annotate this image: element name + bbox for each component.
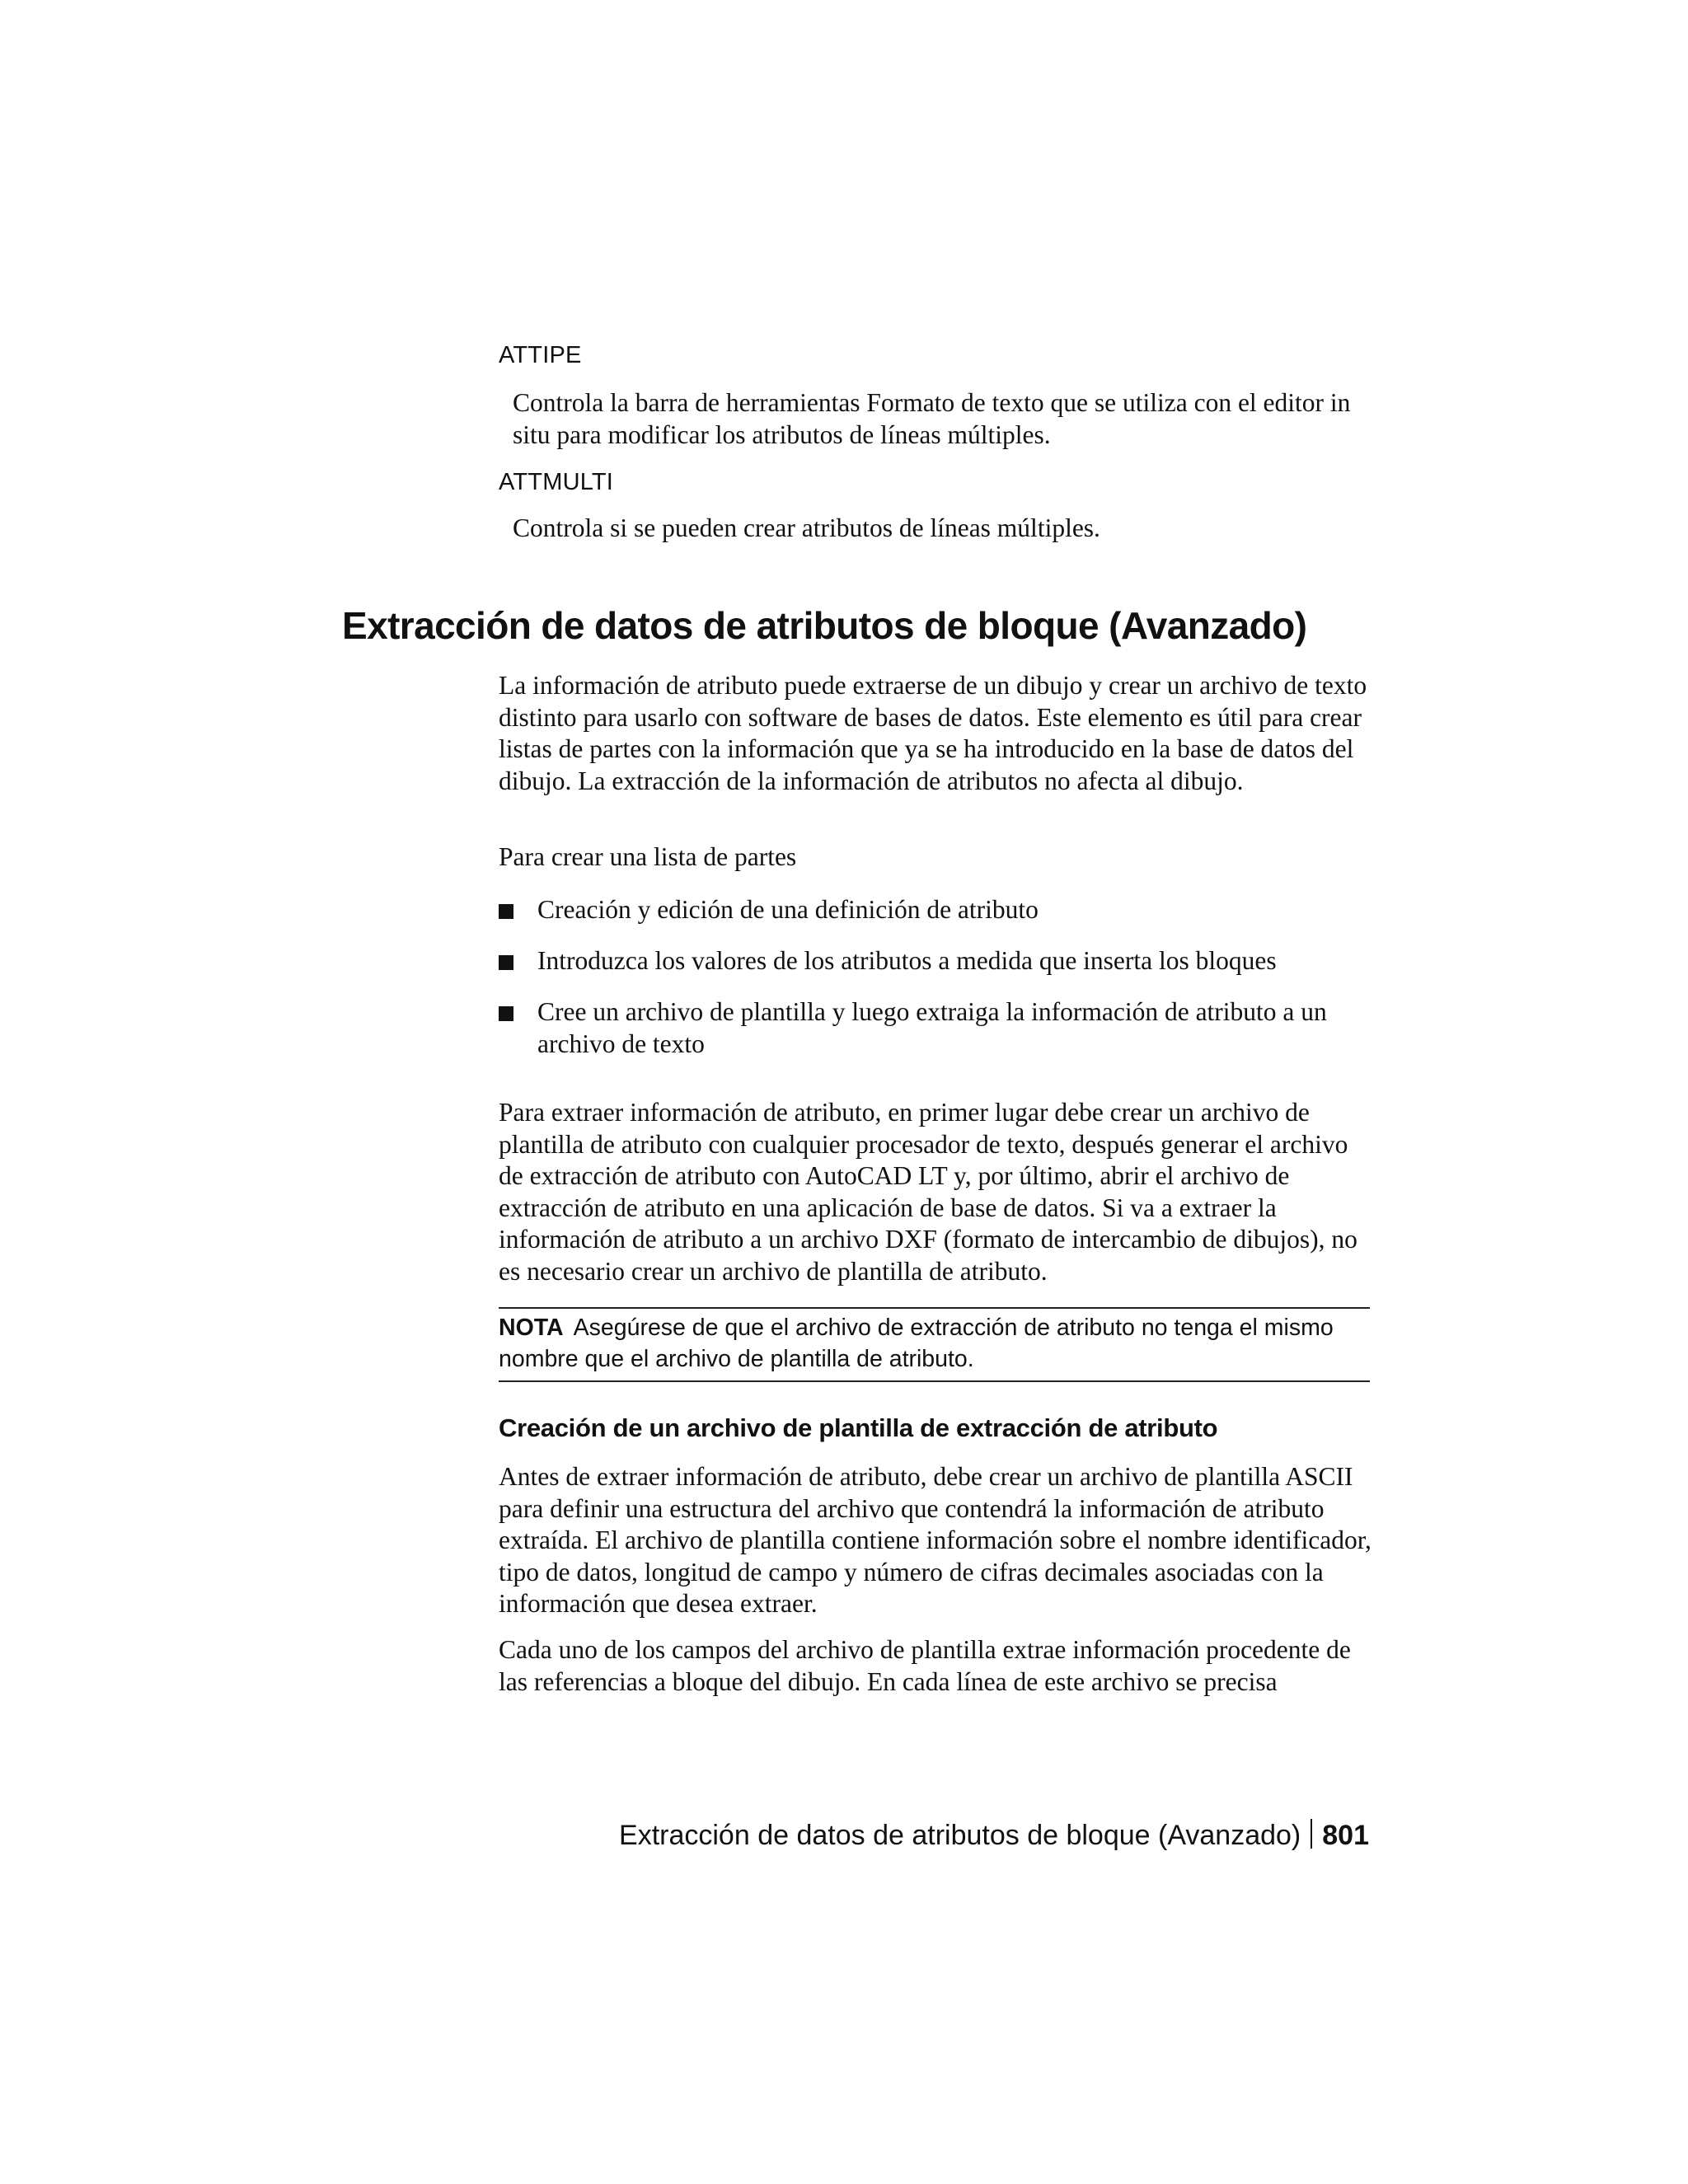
page-footer — [619, 1817, 1369, 1854]
page-number: 801 — [1322, 1820, 1369, 1851]
footer-running-title: Extracción de datos de atributos de bloque (Avanzado) — [619, 1820, 1301, 1851]
term-attmulti-definition: Controla si se pueden crear atributos de líneas múltiples. — [513, 513, 1100, 542]
subsection-paragraph-2: Cada uno de los campos del archivo de plantilla extrae información procedente de las referencias a bloque del dibujo. En cada línea de este archivo se precisa — [499, 1635, 1351, 1696]
subsection-paragraph-1: Antes de extraer información de atributo, debe crear un archivo de plantilla ASCII para definir una estructura del archivo que contendrá la información de atributo extraída. El archivo de plantilla contiene información sobre el nombre identificador, tipo de datos, longitud de campo y número de cifras decimales asociadas con la información que desea extraer. — [499, 1462, 1372, 1618]
note-label: NOTA — [499, 1315, 564, 1341]
list-item-text: Creación y edición de una definición de atributo — [537, 895, 1039, 924]
note-top-rule — [499, 1307, 1370, 1309]
section-heading: Extracción de datos de atributos de bloque (Avanzado) — [342, 604, 1307, 647]
term-attmulti-name: ATTMULTI — [499, 469, 614, 495]
section-paragraph-2: Para extraer información de atributo, en primer lugar debe crear un archivo de plantilla de atributo con cualquier procesador de texto, después generar el archivo de extracción de atributo con AutoCAD LT y, por último, abrir el archivo de extracción de atributo en una aplicación de base de datos. Si va a extraer la información de atributo a un archivo DXF (formato de intercambio de dibujos), no es necesario crear un archivo de plantilla de atributo. — [499, 1098, 1357, 1286]
list-item-text: Cree un archivo de plantilla y luego extraiga la información de atributo a un archivo de texto — [537, 997, 1327, 1058]
list-lead-text: Para crear una lista de partes — [499, 842, 797, 871]
term-attipe-definition: Controla la barra de herramientas Formato de texto que se utiliza con el editor in situ para modificar los atributos de líneas múltiples. — [513, 388, 1351, 449]
note-text: Asegúrese de que el archivo de extracción de atributo no tenga el mismo nombre que el archivo de plantilla de atributo. — [499, 1315, 1334, 1372]
note-block — [499, 1312, 1372, 1375]
note-bottom-rule — [499, 1380, 1370, 1382]
square-bullet-icon — [499, 1006, 513, 1021]
square-bullet-icon — [499, 955, 513, 970]
footer-separator — [1311, 1819, 1312, 1849]
list-item-text: Introduzca los valores de los atributos a medida que inserta los bloques — [537, 946, 1277, 975]
term-attipe-name: ATTIPE — [499, 342, 582, 368]
subsection-heading: Creación de un archivo de plantilla de extracción de atributo — [499, 1413, 1218, 1442]
section-intro-paragraph: La información de atributo puede extraerse de un dibujo y crear un archivo de texto distinto para usarlo con software de bases de datos. Este elemento es útil para crear listas de partes con la información que ya se ha introducido en la base de datos del dibujo. La extracción de la información de atributos no afecta al dibujo. — [499, 671, 1367, 795]
square-bullet-icon — [499, 904, 513, 919]
